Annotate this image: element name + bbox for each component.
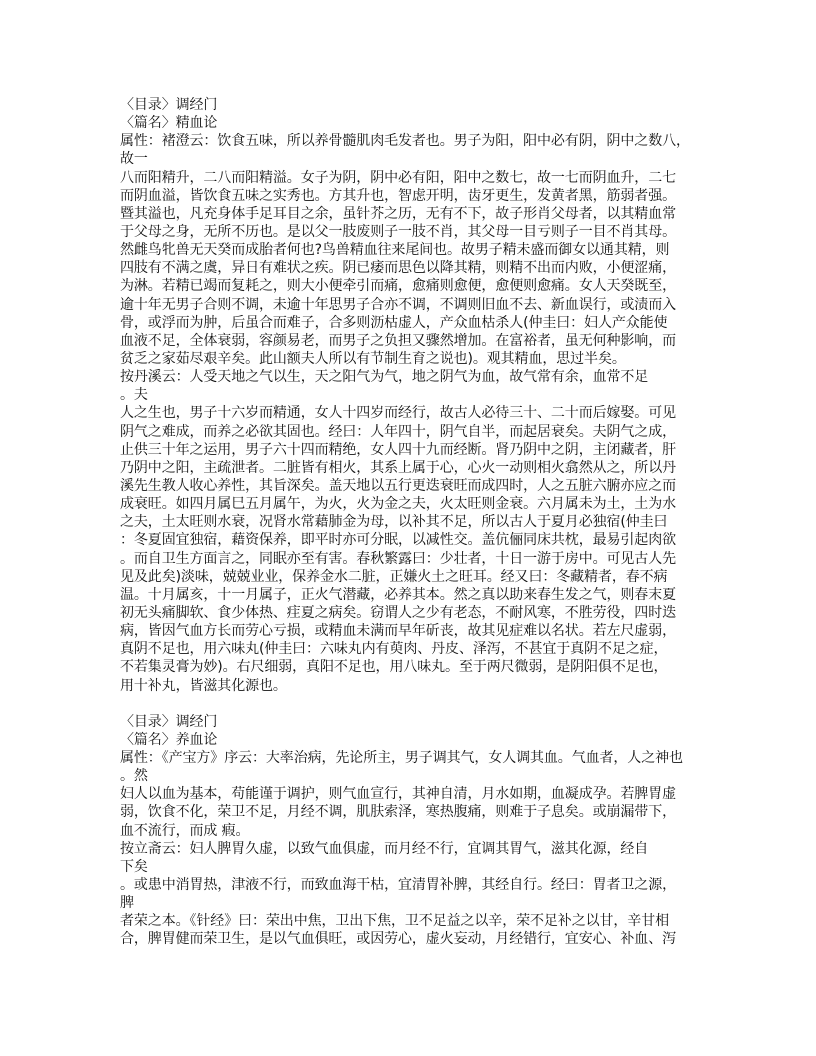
body-text-line: 合，脾胃健而荣卫生，是以气血俱旺，或因劳心，虚火妄动，月经错行，宜安心、补血、泻 xyxy=(120,931,676,948)
body-text-line: 。夫 xyxy=(120,387,148,404)
article-section xyxy=(120,713,700,949)
body-text-line: 人之生也，男子十六岁而精通，女人十四岁而经行，故古人必待三十、二十而后嫁娶。可见 xyxy=(120,405,676,422)
body-text-line: 溪先生教人收心养性，其旨深矣。盖天地以五行更迭衰旺而成四时，人之五脏六腑亦应之而 xyxy=(120,477,676,494)
article-title: 〈篇名〉精血论 xyxy=(120,115,218,132)
body-text-line: 成衰旺。如四月属巳五月属午，为火，火为金之夫，火太旺则金衰。六月属未为土，土为水 xyxy=(120,496,676,513)
body-text-line: 血液不足，全体衰弱，容颜易老，而男子之负担又骤然增加。在富裕者，虽无何种影响，而 xyxy=(120,332,676,349)
body-text-line: 初无头痛脚软、食少体热、疰夏之病矣。窃谓人之少有老态，不耐风寒，不胜劳役，四时迭 xyxy=(120,604,676,621)
body-text-line: 。或患中消胃热，津液不行，而致血海干枯，宜清胃补脾，其经自行。经曰：胃者卫之源， xyxy=(120,877,676,894)
body-text-line: 之夫，土太旺则水衰，况肾水常藉肺金为母，以补其不足，所以古人于夏月必独宿(仲圭曰 xyxy=(120,514,668,531)
body-text-line: 逾十年无男子合则不调，未逾十年思男子合亦不调，不调则旧血不去、新血误行，或渍而入 xyxy=(120,296,676,313)
document-page xyxy=(120,96,700,949)
body-text-line: 血不流行，而成 瘕。 xyxy=(120,822,250,839)
body-text-line: 不若集灵膏为妙)。右尺细弱，真阳不足也，用八味丸。至于两尺微弱，是阴阳俱不足也， xyxy=(120,659,668,676)
article-title: 〈篇名〉养血论 xyxy=(120,731,218,748)
body-text-line: 故一 xyxy=(120,151,148,168)
body-text-line: ：冬夏固宜独宿，藉资保养，即平时亦可分眠，以减性交。盖伉俪同床共枕，最易引起肉欲 xyxy=(120,532,676,549)
section-spacer xyxy=(120,695,700,713)
catalog-heading: 〈目录〉调经门 xyxy=(120,713,218,730)
body-text-line: 病，皆因气血方长而劳心亏损，或精血未满而早年斫丧，故其见症难以名状。若左尺虚弱， xyxy=(120,623,676,640)
body-text-line: 下矣 xyxy=(120,858,148,875)
body-text-line: 为淋。若精已竭而复耗之，则大小便牵引而痛，愈痛则愈便，愈便则愈痛。女人天癸既至， xyxy=(120,278,676,295)
body-text-line: 见及此矣)淡味，兢兢业业，保养金水二脏，正嫌火土之旺耳。经又曰：冬藏精者，春不病 xyxy=(120,568,668,585)
body-text-line: 骨，或浮而为肿，后虽合而难子，合多则沥枯虚人，产众血枯杀人(仲圭曰：妇人产众能使 xyxy=(120,314,668,331)
body-text-line: 八而阳精升，二八而阳精溢。女子为阴，阴中必有阳，阳中之数七，故一七而阴血升，二七 xyxy=(120,169,676,186)
body-text-line: 。然 xyxy=(120,768,148,785)
body-text-line: 用十补丸，皆滋其化源也。 xyxy=(120,677,287,694)
body-text-line: 而阴血溢，皆饮食五味之实秀也。方其升也，智虑开明，齿牙更生，发黄者黑，筋弱者强。 xyxy=(120,187,676,204)
body-text-line: 于父母之身，无所不历也。是以父一肢废则子一肢不肖，其父母一目亏则子一目不肖其母。 xyxy=(120,223,676,240)
body-text-line: 属性：《产宝方》序云：大率治病，先论所主，男子调其气，女人调其血。气血者，人之神也 xyxy=(120,750,683,767)
body-text-line: 脾 xyxy=(120,895,134,912)
body-text-line: 者荣之本。《针经》曰：荣出中焦，卫出下焦，卫不足益之以辛，荣不足补之以甘，辛甘相 xyxy=(120,913,669,930)
body-text-line: 。而自卫生方面言之，同眠亦至有害。春秋繁露曰：少壮者，十日一游于房中。可见古人先 xyxy=(120,550,676,567)
body-text-line: 贫乏之家茹尽艰辛矣。此山额夫人所以有节制生育之说也)。观其精血，思过半矣。 xyxy=(120,350,626,367)
body-text-line: 属性：褚澄云：饮食五味，所以养骨髓肌肉毛发者也。男子为阳，阳中必有阴，阴中之数八， xyxy=(120,133,690,150)
body-text-line: 真阴不足也，用六味丸(仲圭曰：六味丸内有萸肉、丹皮、泽泻，不甚宜于真阴不足之症， xyxy=(120,641,668,658)
body-text-line: 按丹溪云：人受天地之气以生，天之阳气为气，地之阴气为血，故气常有余，血常不足 xyxy=(120,369,649,386)
body-text-line: 然雌鸟牝兽无天癸而成胎者何也?鸟兽精血往来尾间也。故男子精未盛而御女以通其精，则 xyxy=(120,242,670,259)
body-text-line: 乃阴中之阳，主疏泄者。二脏皆有相火，其系上属于心，心火一动则相火翕然从之，所以丹 xyxy=(120,459,676,476)
body-text-line: 按立斋云：妇人脾胃久虚，以致气血俱虚，而月经不行，宜调其胃气，滋其化源，经自 xyxy=(120,840,649,857)
body-text-line: 阴气之难成，而养之必欲其固也。经曰：人年四十，阴气自半，而起居衰矣。夫阴气之成， xyxy=(120,423,676,440)
body-text-line: 暨其溢也，凡充身体手足耳目之余，虽针芥之历，无有不下，故子形肖父母者，以其精血常 xyxy=(120,205,676,222)
article-section xyxy=(120,96,700,695)
catalog-heading: 〈目录〉调经门 xyxy=(120,97,218,113)
body-text-line: 妇人以血为基本，苟能谨于调护，则气血宣行，其神自清，月水如期，血凝成孕。若脾胃虚 xyxy=(120,786,676,803)
body-text-line: 弱，饮食不化，荣卫不足，月经不调，肌肤索泽，寒热腹痛，则难于子息矣。或崩漏带下， xyxy=(120,804,676,821)
body-text-line: 温。十月属亥，十一月属子，正火气潜藏，必养其本。然之真以助来春生发之气，则春末夏 xyxy=(120,586,676,603)
body-text-line: 止供三十年之运用，男子六十四而精绝，女人四十九而经断。肾乃阴中之阴，主闭藏者，肝 xyxy=(120,441,676,458)
body-text-line: 四肢有不满之虞，异日有难状之疾。阴已痿而思色以降其精，则精不出而内败，小便涩痛， xyxy=(120,260,676,277)
